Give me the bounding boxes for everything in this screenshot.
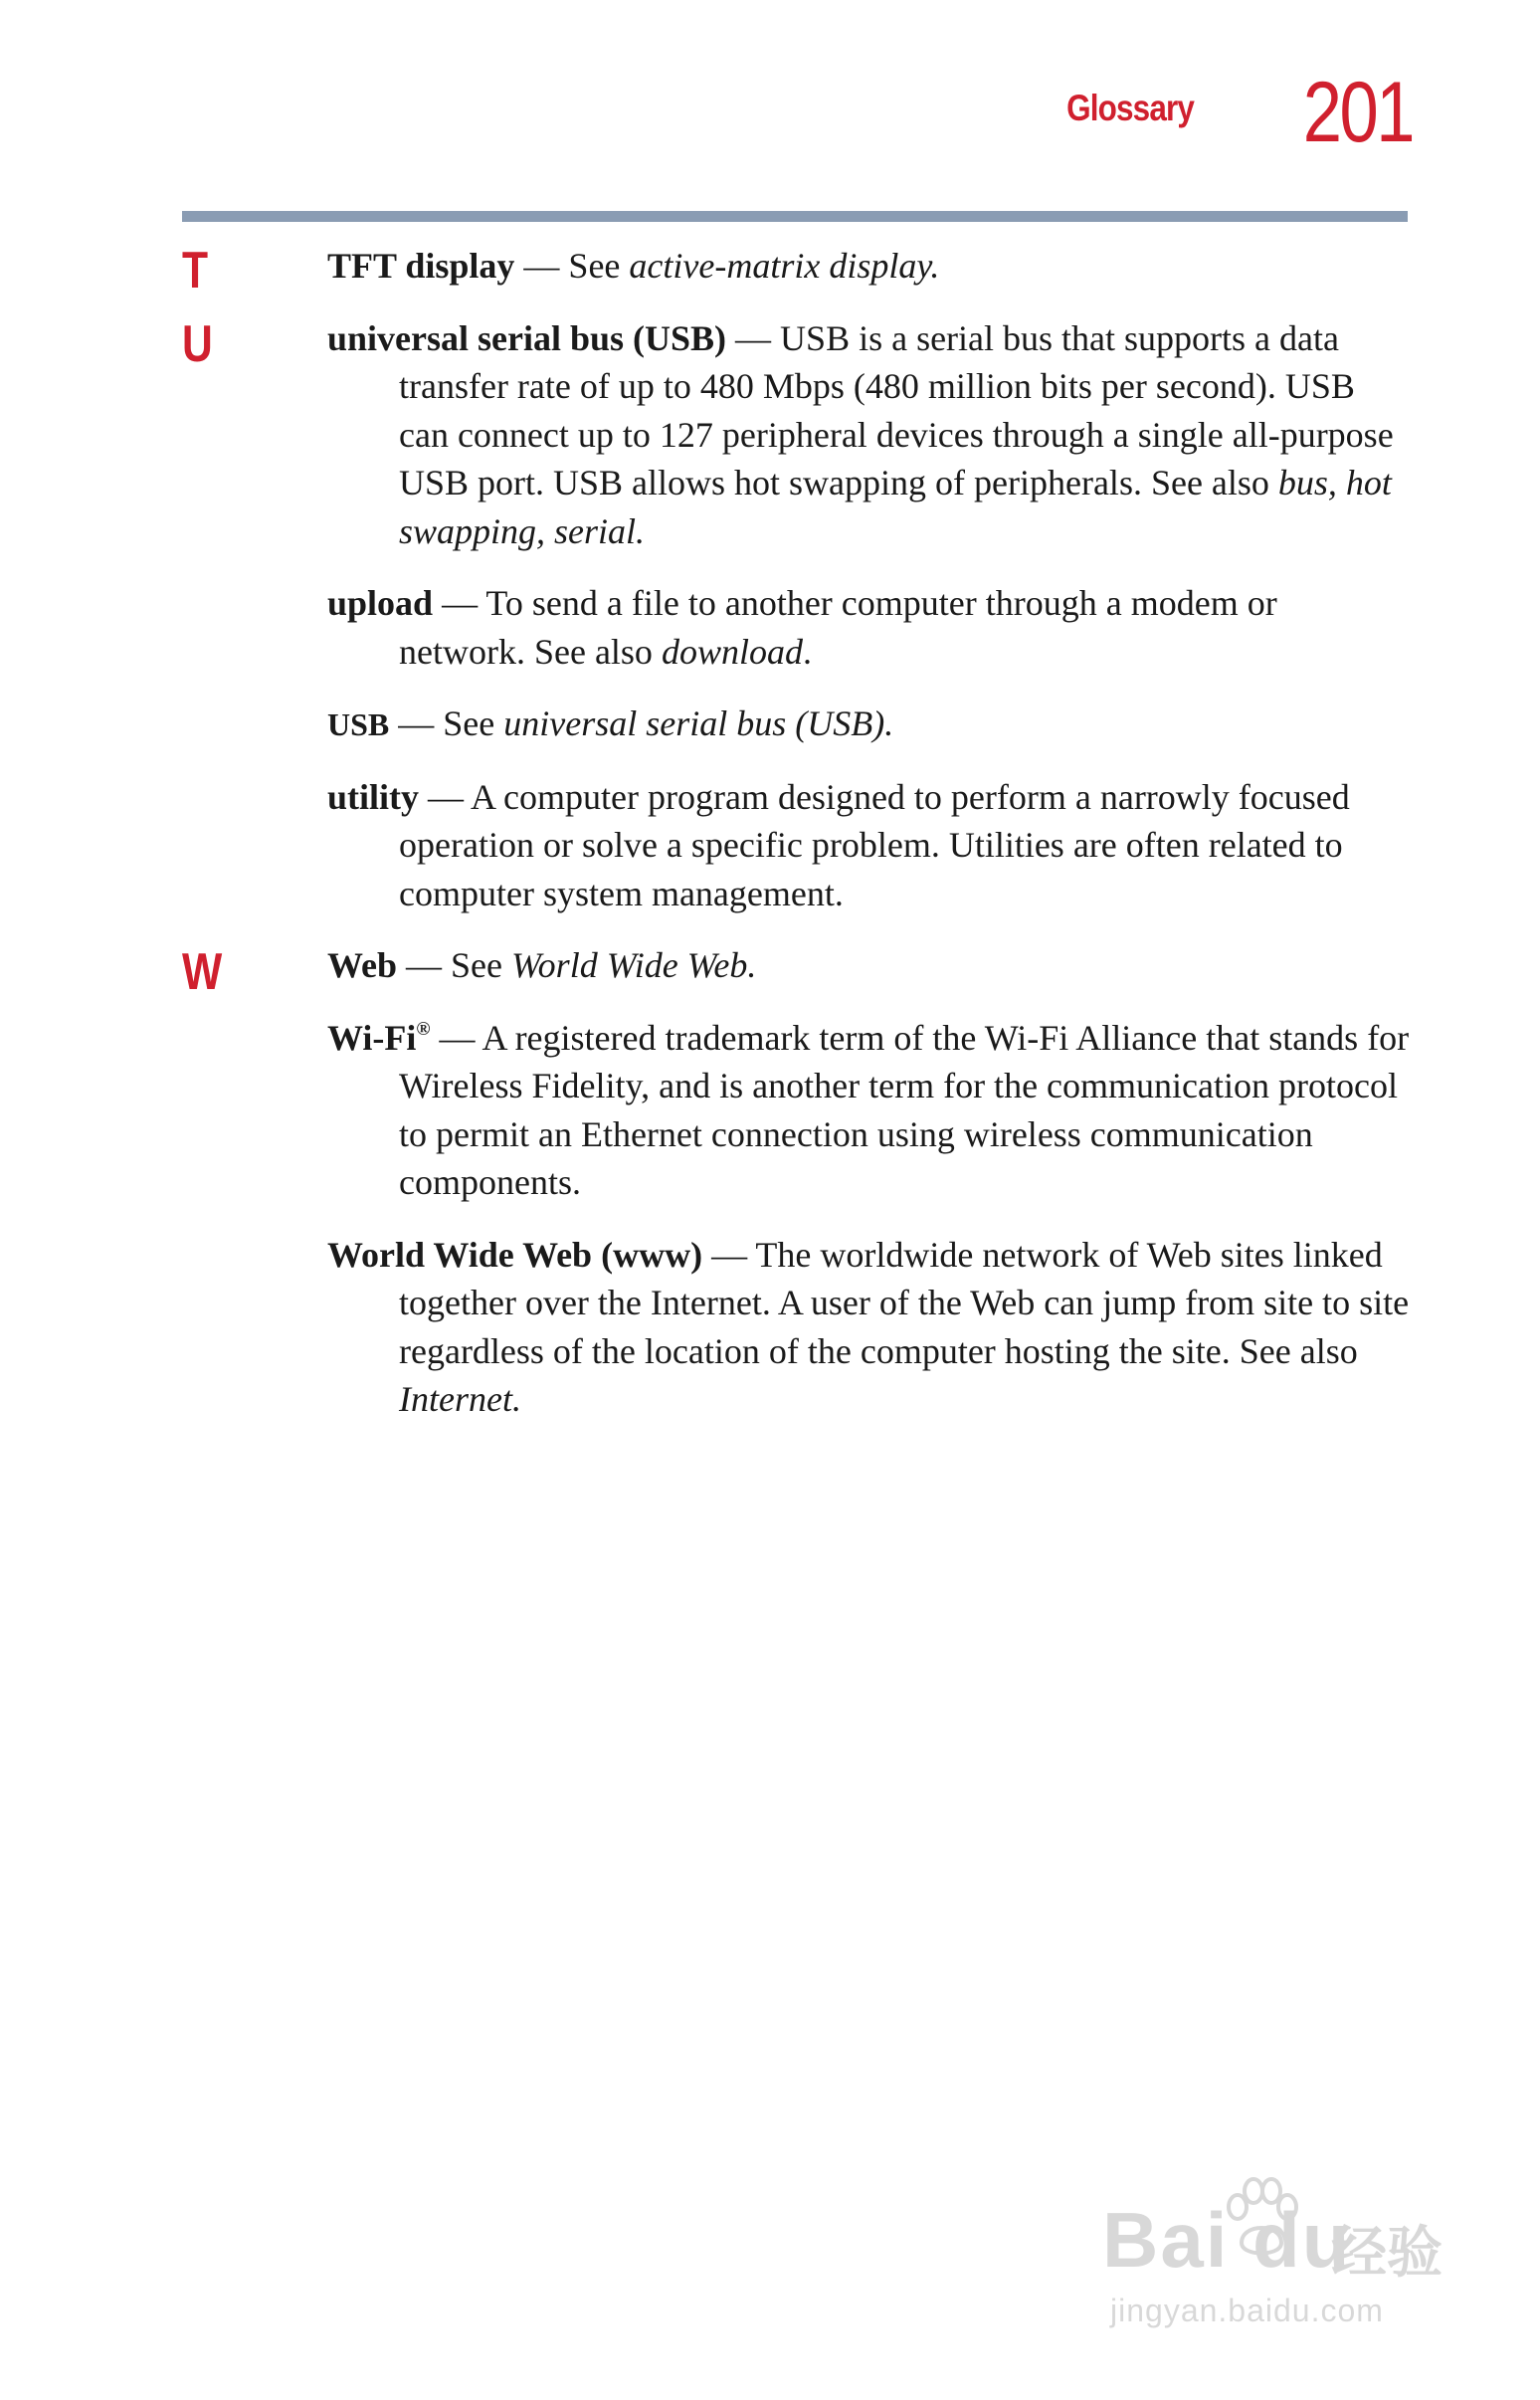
entry-ref: Internet. — [399, 1379, 521, 1419]
section-title: Glossary — [1066, 88, 1194, 128]
entry-tft-display — [327, 242, 1412, 291]
entry-upload — [327, 579, 1412, 676]
entry-world-wide-web — [327, 1231, 1412, 1424]
entry-term: TFT display — [327, 246, 515, 286]
letter-heading-u: U — [182, 315, 213, 373]
entry-ref: download — [661, 631, 803, 672]
entry-text: — USB is a serial bus that supports a data transfer rate of up to 480 Mbps (480 million bits per second). USB can connect up to 127 peripheral devices through a single all-purpose USB port. USB allows hot swapping of peripherals. See also — [399, 317, 1394, 502]
entry-ref: universal serial bus (USB). — [503, 703, 894, 743]
entry-text: — A registered trademark term of the Wi-Fi Alliance that stands for Wireless Fidelity, and is another term for the communication protocol to permit an Ethernet connection using wireless communication components. — [399, 1017, 1410, 1202]
entry-universal-serial-bus — [327, 314, 1412, 556]
entry-wi-fi — [327, 1014, 1412, 1207]
entry-term: USB — [327, 706, 390, 742]
entry-term: utility — [327, 776, 420, 817]
header-rule — [182, 211, 1408, 222]
entry-text: — To send a file to another computer through a modem or network. See also — [399, 583, 1277, 672]
entry-ref: World Wide Web. — [511, 945, 757, 985]
entry-term: upload — [327, 583, 434, 623]
entry-text: — See — [514, 246, 630, 286]
entry-end: . — [802, 631, 812, 672]
entry-term: World Wide Web (www) — [327, 1234, 703, 1275]
entry-term: universal serial bus (USB) — [327, 317, 727, 358]
entry-text: — A computer program designed to perform a narrowly focused operation or solve a specific problem. Utilities are often related to computer system management. — [399, 776, 1350, 913]
page-number: 201 — [1302, 65, 1413, 160]
watermark-brand: Bai du — [1102, 2196, 1352, 2284]
entry-text: — See — [389, 703, 504, 743]
entry-web — [327, 941, 1412, 990]
registered-mark: ® — [416, 1018, 431, 1040]
entry-text: — The worldwide network of Web sites linked together over the Internet. A user of the Web can jump from site to site regardless of the location of the computer hosting the site. See also — [399, 1234, 1410, 1371]
entry-term: Web — [327, 945, 398, 985]
entry-term-text: Wi-Fi — [327, 1017, 417, 1058]
baidu-watermark — [1102, 2177, 1460, 2336]
entry-utility — [327, 773, 1412, 918]
watermark-url: jingyan.baidu.com — [1110, 2293, 1384, 2328]
glossary-entries — [327, 242, 1412, 1448]
letter-heading-t: T — [182, 242, 209, 300]
entry-ref: bus, hot swapping, serial. — [399, 463, 1392, 551]
entry-ref: active-matrix display. — [629, 246, 940, 286]
entry-term — [327, 1018, 431, 1058]
entry-text: — See — [397, 945, 511, 985]
letter-heading-w: W — [182, 943, 223, 1001]
watermark-cn: 经验 — [1331, 2221, 1443, 2286]
entry-usb — [327, 700, 1412, 749]
paw-icon — [1220, 2177, 1303, 2261]
